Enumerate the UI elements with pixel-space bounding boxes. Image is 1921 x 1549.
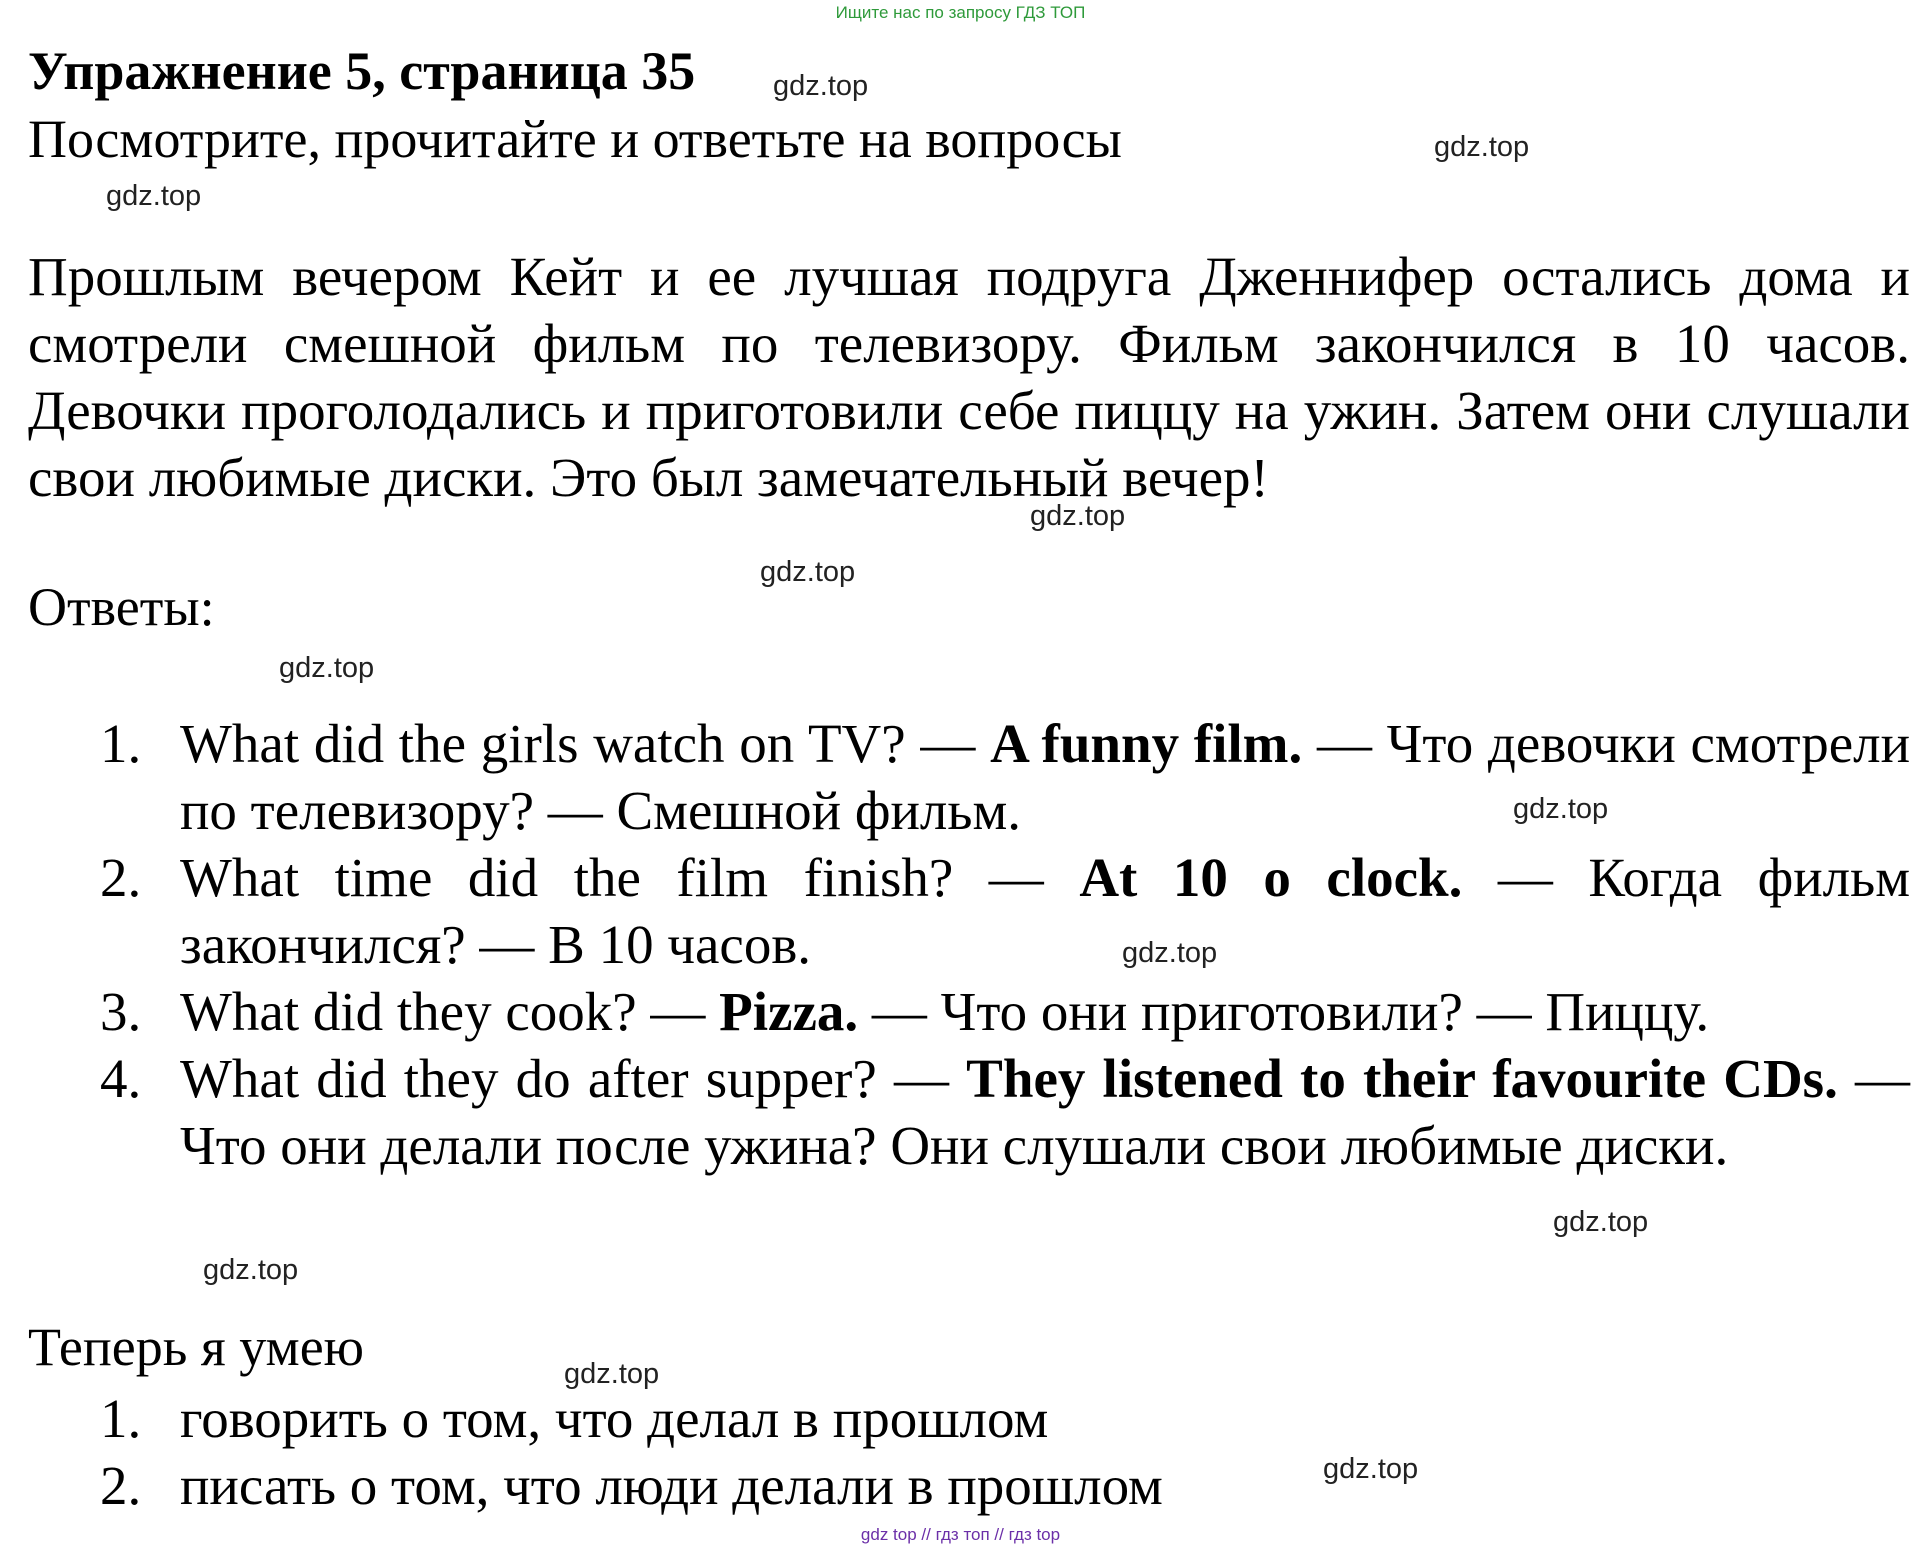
answers-list [100,710,1910,1179]
skill-item [100,1385,1600,1452]
watermark: gdz.top [106,180,202,212]
question: What time did the film finish? — [180,847,1044,908]
answer-item [100,844,1910,978]
answer-item [100,978,1910,1045]
answer-number: 1. [100,713,142,774]
exercise-title: Упражнение 5, страница 35 [28,41,696,101]
skill-number: 2. [100,1455,142,1516]
answer-number: 2. [100,847,142,908]
watermark: gdz.top [564,1358,660,1390]
watermark: gdz.top [1122,937,1218,969]
answers-label: Ответы: [28,577,215,637]
answer-item [100,710,1910,844]
skill-text: писать о том, что люди делали в прошлом [180,1455,1163,1516]
question: What did the girls watch on TV? — [180,713,976,774]
answer-number: 3. [100,981,142,1042]
answer-item [100,1045,1910,1179]
answer: Pizza. [719,981,859,1042]
skill-number: 1. [100,1388,142,1449]
answer-number: 4. [100,1048,142,1109]
answer-text [180,1045,1910,1179]
question: What did they do after supper? — [180,1048,949,1109]
skills-list [100,1385,1600,1519]
watermark: gdz.top [773,70,869,102]
answer: A funny film. [990,713,1303,774]
translation: — Что они приготовили? — Пиццу. [871,981,1710,1042]
top-banner: Ищите нас по запросу ГДЗ ТОП [835,3,1086,22]
question: What did they cook? — [180,981,706,1042]
watermark: gdz.top [1513,793,1609,825]
answer-text [180,844,1910,978]
reading-passage: Прошлым вечером Кейт и ее лучшая подруга Дженнифер остались дома и смотрели смешной фильм по телевизору. Фильм закончился в 10 часов. Девочки проголодались и приготовили себе пиццу на ужин. Затем они слушали свои любимые диски. Это был замечательный вечер! [28,246,1910,508]
answer: They listened to their favourite CDs. [966,1048,1838,1109]
watermark: gdz.top [1434,131,1530,163]
watermark: gdz.top [1323,1453,1419,1485]
footer-watermark: gdz top // гдз топ // гдз top [860,1525,1061,1544]
translation: — Что они делали после ужина? Они слушали свои любимые диски. [180,1048,1911,1176]
watermark: gdz.top [1030,500,1126,532]
answer: At 10 o clock. [1079,847,1463,908]
translation: — Когда фильм закончился? — В 10 часов. [180,847,1911,975]
watermark: gdz.top [203,1254,299,1286]
translation: — Что девочки смотрели по телевизору? — Смешной фильм. [180,713,1911,841]
watermark: gdz.top [760,556,856,588]
skill-text: говорить о том, что делал в прошлом [180,1388,1049,1449]
answer-text [180,978,1910,1045]
skills-label: Теперь я умею [28,1317,364,1377]
watermark: gdz.top [1553,1206,1649,1238]
exercise-instructions: Посмотрите, прочитайте и ответьте на вопросы [28,109,1122,169]
watermark: gdz.top [279,652,375,684]
answer-text [180,710,1910,844]
